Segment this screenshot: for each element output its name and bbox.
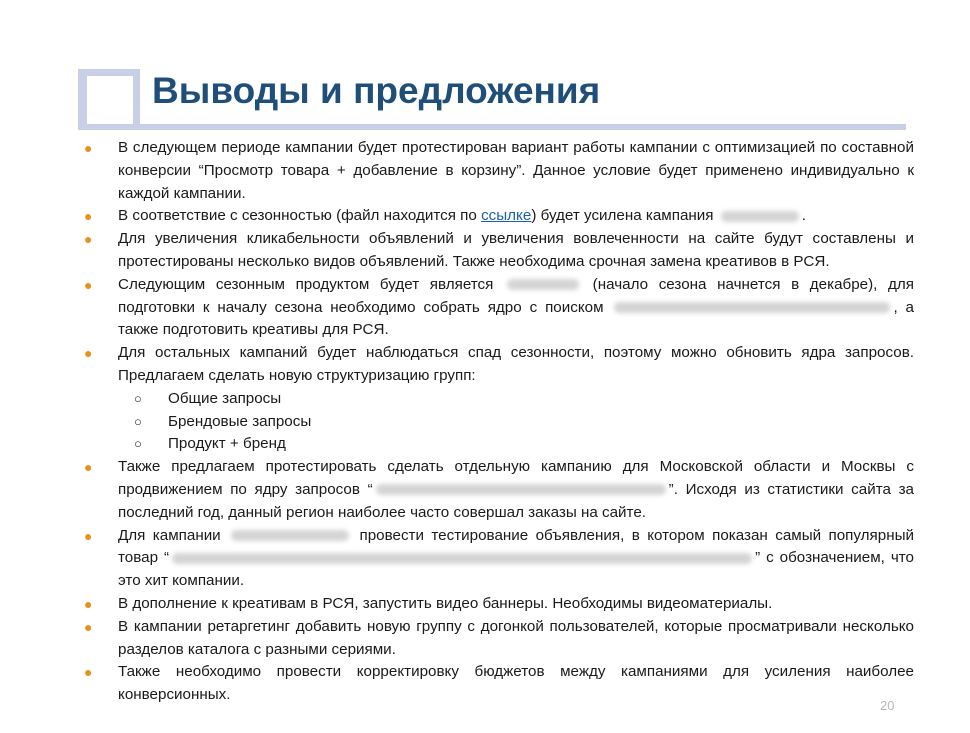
sub-item-text: Брендовые запросы (168, 412, 312, 430)
list-item (84, 205, 914, 228)
item-text: , а также подготовить креативы для РСЯ. (118, 298, 915, 339)
bullet-icon: ● (84, 231, 93, 248)
file-link[interactable]: ссылке (481, 207, 532, 225)
sub-list-item (84, 411, 914, 434)
bullet-icon: ● (84, 527, 93, 544)
bullet-icon: ● (84, 140, 93, 156)
item-text: В соответствие с сезонностью (файл находится по (118, 207, 482, 225)
list-item (84, 616, 914, 662)
bullet-icon: ● (84, 618, 93, 635)
item-text: Также необходимо провести корректировку бюджетов между кампаниями для усиления наиболее конверсионных. (118, 663, 914, 704)
item-text: В кампании ретаргетинг добавить новую группу с догонкой пользователей, которые просматривали несколько разделов каталога с разными сериями. (118, 617, 914, 658)
redacted-text (721, 211, 799, 222)
item-text: провести тестирование объявления, в котором показан самый популярный товар “ (118, 526, 914, 567)
bullet-icon: ● (84, 345, 93, 362)
item-text: Следующим сезонным продуктом будет является (118, 275, 505, 293)
bullet-icon: ● (84, 276, 93, 293)
redacted-text (614, 302, 890, 313)
sub-bullet-icon: ○ (134, 413, 142, 429)
list-item (84, 456, 914, 524)
bullet-icon: ● (84, 664, 93, 681)
item-text: В дополнение к креативам в РСЯ, запустить видео баннеры. Необходимы видеоматериалы. (118, 594, 773, 612)
bullet-icon: ● (84, 595, 93, 612)
item-text: Также предлагаем протестировать сделать отдельную кампанию для Московской области и Москвы с продвижением по ядру запросов “ (118, 458, 914, 498)
list-item (84, 593, 914, 616)
bullet-icon: ● (84, 208, 93, 225)
list-item (84, 342, 914, 388)
redacted-text (376, 484, 666, 495)
list-item (84, 137, 914, 205)
item-text: ” с обозначением, что это хит компании. (118, 549, 914, 590)
item-text: Для увеличения кликабельности объявлений и увеличения вовлеченности на сайте будут составлены и протестированы несколько видов объявлений. Также необходима срочная замена креативов в РСЯ. (118, 230, 914, 270)
title-decoration-box (78, 69, 140, 129)
item-text: ) будет усилена кампания (531, 207, 718, 225)
list-item (84, 525, 914, 593)
list-item (84, 274, 914, 342)
item-text: Для остальных кампаний будет наблюдаться спад сезонности, поэтому можно обновить ядра запросов. Предлагаем сделать новую структуризацию групп: (118, 344, 914, 384)
bullet-list (84, 137, 914, 707)
slide-title: Выводы и предложения (152, 70, 601, 111)
redacted-text (507, 279, 579, 290)
sub-bullet-icon: ○ (134, 436, 142, 452)
redacted-text (172, 553, 752, 564)
item-text: (начало сезона начнется в декабре), для подготовки к началу сезона необходимо собрать ядро с поиском (118, 275, 914, 316)
title-underline-rule (78, 124, 906, 130)
bullet-icon: ● (84, 459, 93, 476)
item-text: ”. Исходя из статистики сайта за последний год, данный регион наиболее часто совершал заказы на сайте. (118, 480, 914, 521)
list-item (84, 228, 914, 274)
redacted-text (231, 530, 349, 541)
item-text: . (801, 207, 806, 225)
sub-item-text: Общие запросы (168, 389, 282, 407)
item-text: В следующем периоде кампании будет протестирован вариант работы кампании с оптимизацией по составной конверсии “Просмотр товара + добавление в корзину”. Данное условие будет применено индивидуально к каждой кампании. (118, 139, 914, 202)
sub-list-item (84, 388, 914, 411)
list-item (84, 661, 914, 707)
sub-bullet-icon: ○ (134, 390, 142, 406)
sub-item-text: Продукт + бренд (168, 435, 286, 453)
page-number: 20 (880, 698, 895, 713)
item-text: Для кампании (118, 526, 229, 544)
sub-list-item (84, 433, 914, 456)
